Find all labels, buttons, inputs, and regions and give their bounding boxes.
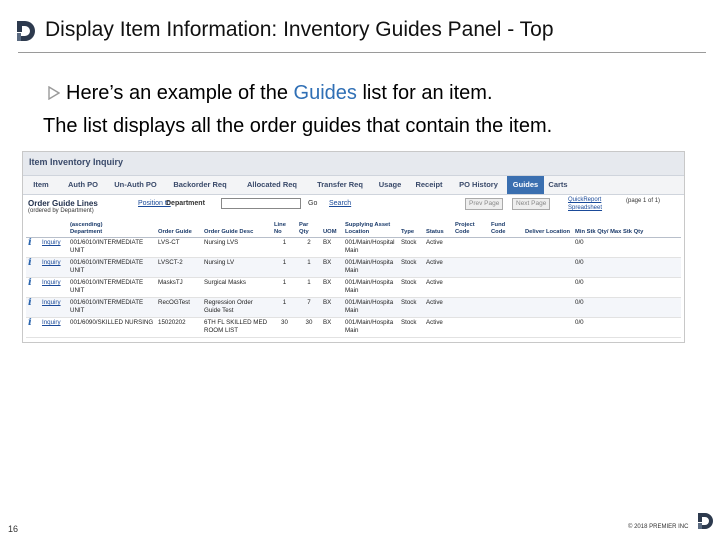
cell-uom: BX xyxy=(321,318,343,338)
cell-par-qty: 7 xyxy=(297,298,321,318)
col-uom[interactable]: UOM xyxy=(321,221,343,238)
cell-department: 001/6010/INTERMEDIATE UNIT xyxy=(68,238,156,258)
col-min-max-stk-qty[interactable]: Min Stk Qty/ Max Stk Qty xyxy=(573,221,681,238)
col-par-qty[interactable]: Par Qty xyxy=(297,221,321,238)
cell-status: Active xyxy=(424,298,453,318)
info-icon[interactable]: i xyxy=(28,257,32,268)
col-supplying-location[interactable]: Supplying Asset Location xyxy=(343,221,399,238)
cell-line-no: 30 xyxy=(272,318,297,338)
tab-allocated-req[interactable]: Allocated Req xyxy=(246,180,297,189)
cell-order-guide-desc: Surgical Masks xyxy=(202,278,272,298)
cell-department: 001/6010/INTERMEDIATE UNIT xyxy=(68,298,156,318)
cell-project-code xyxy=(453,238,489,258)
table-row xyxy=(26,318,681,338)
cell-department: 001/6010/INTERMEDIATE UNIT xyxy=(68,258,156,278)
cell-department: 001/6010/INTERMEDIATE UNIT xyxy=(68,278,156,298)
inventory-inquiry-screenshot xyxy=(22,151,685,343)
tab-un-auth-po[interactable]: Un-Auth PO xyxy=(114,180,157,189)
cell-deliver-location xyxy=(523,238,573,258)
page-number: 16 xyxy=(8,524,19,534)
cell-type: Stock xyxy=(399,298,424,318)
cell-order-guide: RecOGTest xyxy=(156,298,202,318)
bullet-arrow-icon xyxy=(48,86,60,100)
col-line-no[interactable]: Line No xyxy=(272,221,297,238)
screenshot-title: Item Inventory Inquiry xyxy=(23,152,684,176)
cell-deliver-location xyxy=(523,318,573,338)
cell-uom: BX xyxy=(321,238,343,258)
cell-deliver-location xyxy=(523,298,573,318)
sub-text: The list displays all the order guides that contain the item. xyxy=(43,115,553,137)
col-fund-code[interactable]: Fund Code xyxy=(489,221,523,238)
cell-supplying-location: 001/Main/Hospita Main xyxy=(343,318,399,338)
cell-line-no: 1 xyxy=(272,278,297,298)
info-icon[interactable]: i xyxy=(28,237,32,248)
cell-order-guide-desc: 6TH FL SKILLED MED ROOM LIST xyxy=(202,318,272,338)
table-header-row xyxy=(26,221,681,238)
info-icon[interactable]: i xyxy=(28,317,32,328)
tab-carts[interactable]: Carts xyxy=(548,180,568,189)
col-department-label: Department xyxy=(70,229,103,235)
inquiry-link[interactable]: Inquiry xyxy=(42,299,61,306)
premier-logo-icon xyxy=(12,18,38,44)
cell-deliver-location xyxy=(523,278,573,298)
cell-project-code xyxy=(453,298,489,318)
tab-usage[interactable]: Usage xyxy=(378,180,402,189)
premier-corner-logo-icon xyxy=(694,510,716,532)
col-type[interactable]: Type xyxy=(399,221,424,238)
cell-min-max: 0/0 xyxy=(573,238,681,258)
cell-par-qty: 1 xyxy=(297,258,321,278)
cell-line-no: 1 xyxy=(272,258,297,278)
cell-order-guide-desc: Regression Order Guide Test xyxy=(202,298,272,318)
section-subtitle: (ordered by Department) xyxy=(28,208,94,214)
tab-guides[interactable]: Guides xyxy=(507,176,544,194)
bullet-suffix: list for an item. xyxy=(356,82,493,104)
copyright-notice: © 2018 PREMIER INC xyxy=(628,524,689,530)
table-row xyxy=(26,238,681,258)
cell-order-guide: LVSCT-2 xyxy=(156,258,202,278)
cell-min-max: 0/0 xyxy=(573,318,681,338)
cell-par-qty: 2 xyxy=(297,238,321,258)
cell-min-max: 0/0 xyxy=(573,258,681,278)
tab-receipt[interactable]: Receipt xyxy=(415,180,443,189)
cell-type: Stock xyxy=(399,318,424,338)
inquiry-link[interactable]: Inquiry xyxy=(42,319,61,326)
tab-auth-po[interactable]: Auth PO xyxy=(68,180,98,189)
cell-min-max: 0/0 xyxy=(573,298,681,318)
cell-supplying-location: 001/Main/Hospita Main xyxy=(343,278,399,298)
cell-project-code xyxy=(453,278,489,298)
table-row xyxy=(26,278,681,298)
cell-par-qty: 30 xyxy=(297,318,321,338)
cell-type: Stock xyxy=(399,238,424,258)
cell-supplying-location: 001/Main/Hospita Main xyxy=(343,298,399,318)
inquiry-link[interactable]: Inquiry xyxy=(42,259,61,266)
bullet-highlight: Guides xyxy=(293,82,357,104)
cell-order-guide: MasksTJ xyxy=(156,278,202,298)
cell-order-guide: LVS-CT xyxy=(156,238,202,258)
cell-order-guide-desc: Nursing LVS xyxy=(202,238,272,258)
title-divider xyxy=(18,52,706,53)
search-link[interactable]: Search xyxy=(329,200,352,207)
cell-fund-code xyxy=(489,278,523,298)
cell-order-guide: 15020202 xyxy=(156,318,202,338)
cell-department: 001/6090/SKILLED NURSING xyxy=(68,318,156,338)
cell-order-guide-desc: Nursing LV xyxy=(202,258,272,278)
col-order-guide-desc[interactable]: Order Guide Desc xyxy=(202,221,272,238)
cell-supplying-location: 001/Main/Hospital Main xyxy=(343,238,399,258)
cell-min-max: 0/0 xyxy=(573,278,681,298)
cell-type: Stock xyxy=(399,258,424,278)
col-order-guide[interactable]: Order Guide xyxy=(156,221,202,238)
col-deliver-location[interactable]: Deliver Location xyxy=(523,221,573,238)
cell-status: Active xyxy=(424,238,453,258)
cell-line-no: 1 xyxy=(272,298,297,318)
tab-bar xyxy=(23,176,684,195)
go-button[interactable]: Go xyxy=(308,200,318,207)
col-department[interactable] xyxy=(68,221,156,238)
quickreport-link[interactable]: QuickReport Spreadsheet xyxy=(568,197,603,211)
cell-status: Active xyxy=(424,258,453,278)
cell-uom: BX xyxy=(321,258,343,278)
prev-page-button[interactable]: Prev Page xyxy=(465,198,503,210)
tab-item[interactable]: Item xyxy=(33,180,49,189)
cell-par-qty: 1 xyxy=(297,278,321,298)
page-indicator: (page 1 of 1) xyxy=(626,198,661,204)
sort-order-label: (ascending) xyxy=(70,222,103,228)
cell-status: Active xyxy=(424,278,453,298)
section-title: Order Guide Lines xyxy=(28,199,98,208)
bullet-text xyxy=(48,82,493,105)
position-field-label: Department xyxy=(166,200,205,207)
table-row xyxy=(26,298,681,318)
bullet-prefix: Here’s an example of the xyxy=(66,82,294,104)
tab-transfer-req[interactable]: Transfer Req xyxy=(317,180,363,189)
order-guide-table xyxy=(26,221,681,338)
tab-po-history[interactable]: PO History xyxy=(459,180,498,189)
cell-project-code xyxy=(453,318,489,338)
cell-deliver-location xyxy=(523,258,573,278)
cell-fund-code xyxy=(489,238,523,258)
cell-line-no: 1 xyxy=(272,238,297,258)
position-to-link[interactable]: Position to xyxy=(138,200,171,207)
cell-type: Stock xyxy=(399,278,424,298)
inquiry-link[interactable]: Inquiry xyxy=(42,239,61,246)
inquiry-link[interactable]: Inquiry xyxy=(42,279,61,286)
cell-project-code xyxy=(453,258,489,278)
cell-status: Active xyxy=(424,318,453,338)
slide-title: Display Item Information: Inventory Guides Panel - Top xyxy=(45,18,554,41)
next-page-button[interactable]: Next Page xyxy=(512,198,550,210)
list-toolbar xyxy=(23,195,684,221)
cell-uom: BX xyxy=(321,278,343,298)
position-input[interactable] xyxy=(221,198,301,209)
cell-fund-code xyxy=(489,298,523,318)
tab-backorder-req[interactable]: Backorder Req xyxy=(173,180,227,189)
info-icon[interactable]: i xyxy=(28,277,32,288)
info-icon[interactable]: i xyxy=(28,297,32,308)
col-status[interactable]: Status xyxy=(424,221,453,238)
cell-fund-code xyxy=(489,318,523,338)
col-project-code[interactable]: Project Code xyxy=(453,221,489,238)
cell-uom: BX xyxy=(321,298,343,318)
cell-fund-code xyxy=(489,258,523,278)
table-row xyxy=(26,258,681,278)
cell-supplying-location: 001/Main/Hospita Main xyxy=(343,258,399,278)
